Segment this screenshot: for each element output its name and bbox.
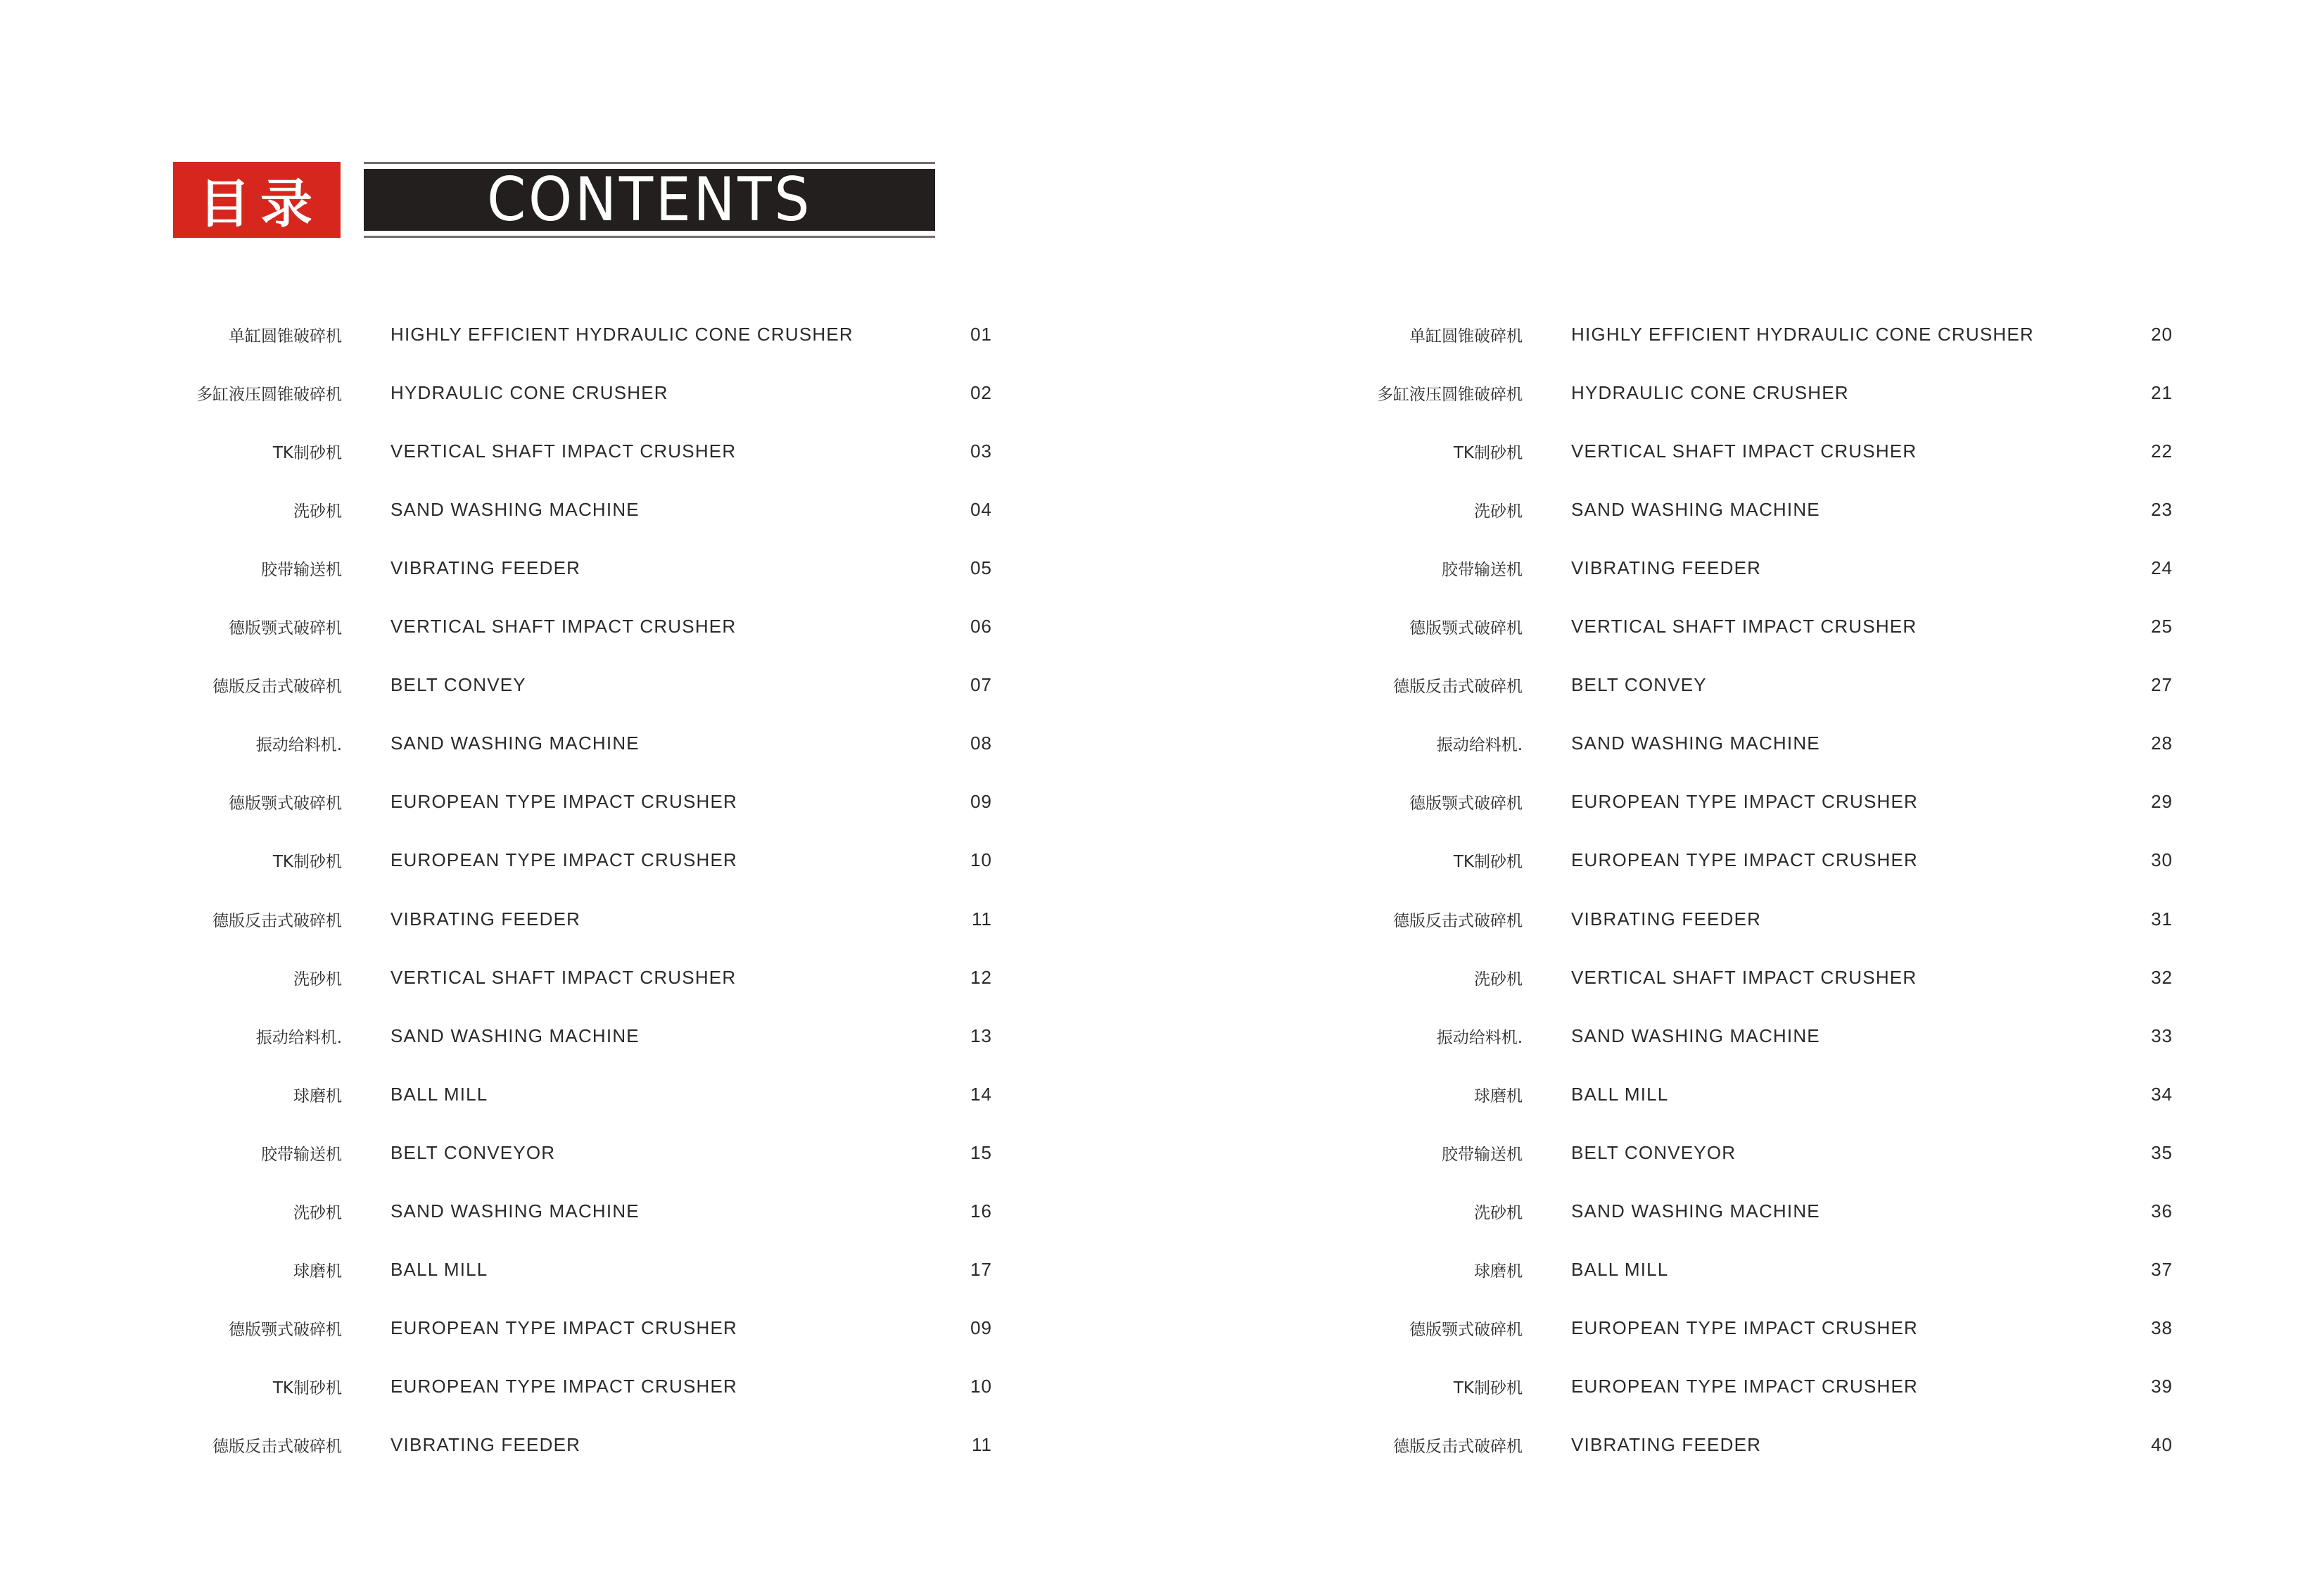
toc-entry-chinese-title: 洗砂机 <box>1474 502 1523 521</box>
toc-entry-chinese-title: 振动给料机. <box>255 1028 342 1047</box>
toc-column-right <box>1314 313 2173 1474</box>
toc-entry[interactable] <box>134 488 992 531</box>
toc-entry[interactable] <box>1314 723 2173 765</box>
toc-entry-page-number: 09 <box>970 791 992 813</box>
toc-entry-page-number: 17 <box>970 1259 992 1281</box>
toc-entry-chinese-title: 德版颚式破碎机 <box>229 794 342 813</box>
toc-entry[interactable] <box>134 1249 992 1291</box>
toc-entry-english-title: SAND WASHING MACHINE <box>390 1025 640 1046</box>
toc-entry-english-title: HIGHLY EFFICIENT HYDRAULIC CONE CRUSHER <box>390 323 853 345</box>
toc-entry-page-number: 25 <box>2151 616 2173 637</box>
toc-entry-page-number: 34 <box>2151 1083 2173 1105</box>
toc-entry[interactable] <box>134 372 992 414</box>
toc-entry-page-number: 01 <box>970 323 992 345</box>
title-top-rule <box>364 162 935 164</box>
toc-entry-chinese-title: 德版反击式破碎机 <box>212 911 342 930</box>
toc-entry-english-title: BELT CONVEYOR <box>390 1141 556 1163</box>
toc-entry-page-number: 10 <box>970 849 992 871</box>
toc-entry-page-number: 02 <box>970 381 992 403</box>
toc-entry[interactable] <box>1314 372 2173 414</box>
toc-entry-chinese-title: 德版颚式破碎机 <box>1409 1321 1523 1340</box>
toc-entry-page-number: 22 <box>2151 440 2173 462</box>
toc-entry-english-title: BALL MILL <box>1571 1083 1669 1105</box>
toc-entry-page-number: 21 <box>2151 381 2173 403</box>
toc-entry[interactable] <box>1314 488 2173 531</box>
toc-entry-english-title: VERTICAL SHAFT IMPACT CRUSHER <box>1571 966 1917 988</box>
toc-entry-page-number: 05 <box>970 557 992 578</box>
toc-entry-page-number: 03 <box>970 440 992 462</box>
toc-entry-chinese-title: 洗砂机 <box>1474 1204 1523 1222</box>
toc-entry-chinese-title: 德版反击式破碎机 <box>212 678 342 697</box>
toc-entry-page-number: 35 <box>2151 1141 2173 1163</box>
toc-entry-page-number: 36 <box>2151 1200 2173 1222</box>
toc-entry-chinese-title: 德版反击式破碎机 <box>1393 678 1523 697</box>
toc-entry-chinese-title: 胶带输送机 <box>1442 560 1523 579</box>
toc-entry-chinese-title: 德版颚式破碎机 <box>229 1321 342 1340</box>
toc-entry-english-title: EUROPEAN TYPE IMPACT CRUSHER <box>1571 1317 1919 1339</box>
toc-entry[interactable] <box>134 723 992 765</box>
toc-entry-english-title: VIBRATING FEEDER <box>390 1434 581 1456</box>
toc-entry-page-number: 28 <box>2151 733 2173 754</box>
toc-entry[interactable] <box>134 313 992 355</box>
toc-entry-page-number: 33 <box>2151 1025 2173 1046</box>
toc-entry-english-title: BELT CONVEY <box>1571 674 1707 696</box>
toc-entry-chinese-title: 球磨机 <box>293 1086 342 1105</box>
toc-entry-english-title: EUROPEAN TYPE IMPACT CRUSHER <box>390 1317 738 1339</box>
toc-entry[interactable] <box>1314 1366 2173 1408</box>
toc-entry-page-number: 30 <box>2151 849 2173 871</box>
toc-entry-chinese-title: 德版反击式破碎机 <box>212 1438 342 1457</box>
title-chinese-block <box>173 162 341 238</box>
toc-entry-chinese-title: 振动给料机. <box>1436 736 1523 755</box>
toc-entry-chinese-title: TK制砂机 <box>1453 1379 1523 1398</box>
toc-entry-page-number: 08 <box>970 733 992 754</box>
toc-entry[interactable] <box>1314 1015 2173 1057</box>
toc-entry-english-title: SAND WASHING MACHINE <box>1571 498 1820 520</box>
toc-entry-chinese-title: 胶带输送机 <box>261 1145 342 1164</box>
toc-entry[interactable] <box>1314 1131 2173 1174</box>
toc-entry-chinese-title: 单缸圆锥破碎机 <box>1409 326 1523 345</box>
toc-entry-chinese-title: 振动给料机. <box>255 736 342 755</box>
title-bottom-rule <box>364 236 935 238</box>
toc-entry[interactable] <box>134 956 992 998</box>
toc-entry[interactable] <box>134 839 992 882</box>
toc-entry[interactable] <box>1314 839 2173 882</box>
toc-entry-chinese-title: TK制砂机 <box>1453 443 1523 462</box>
toc-entry-english-title: VIBRATING FEEDER <box>1571 908 1762 930</box>
toc-entry[interactable] <box>1314 781 2173 823</box>
toc-entry-page-number: 14 <box>970 1083 992 1105</box>
toc-entry-page-number: 31 <box>2151 908 2173 930</box>
toc-entry-english-title: VIBRATING FEEDER <box>1571 557 1762 578</box>
toc-entry-page-number: 11 <box>972 1434 992 1456</box>
toc-entry-chinese-title: 洗砂机 <box>293 1204 342 1222</box>
toc-entry-chinese-title: 球磨机 <box>293 1262 342 1281</box>
toc-entry-chinese-title: TK制砂机 <box>272 443 342 462</box>
toc-entry-page-number: 11 <box>972 908 992 930</box>
toc-entry-english-title: VERTICAL SHAFT IMPACT CRUSHER <box>390 440 737 462</box>
toc-entry[interactable] <box>134 547 992 589</box>
toc-entry-english-title: BALL MILL <box>390 1259 488 1281</box>
toc-entry-english-title: VERTICAL SHAFT IMPACT CRUSHER <box>390 616 737 637</box>
toc-entry-page-number: 06 <box>970 616 992 637</box>
toc-entry[interactable] <box>1314 1424 2173 1466</box>
toc-entry[interactable] <box>134 664 992 706</box>
toc-entry-page-number: 32 <box>2151 966 2173 988</box>
toc-entry-chinese-title: 德版反击式破碎机 <box>1393 1438 1523 1457</box>
toc-entry[interactable] <box>134 781 992 823</box>
toc-entry-english-title: BALL MILL <box>1571 1259 1669 1281</box>
toc-entry-english-title: BELT CONVEY <box>390 674 526 696</box>
toc-entry-page-number: 20 <box>2151 323 2173 345</box>
toc-entry-english-title: HYDRAULIC CONE CRUSHER <box>1571 381 1849 403</box>
toc-entry-chinese-title: 多缸液压圆锥破碎机 <box>196 385 342 404</box>
toc-entry[interactable] <box>1314 664 2173 706</box>
toc-entry[interactable] <box>1314 956 2173 998</box>
toc-entry-english-title: SAND WASHING MACHINE <box>390 498 640 520</box>
toc-entry-english-title: EUROPEAN TYPE IMPACT CRUSHER <box>390 791 738 813</box>
toc-entry[interactable] <box>1314 606 2173 648</box>
toc-entry-english-title: SAND WASHING MACHINE <box>1571 1025 1820 1046</box>
toc-entry-chinese-title: 德版颚式破碎机 <box>229 619 342 638</box>
toc-entry[interactable] <box>134 898 992 940</box>
toc-entry-english-title: EUROPEAN TYPE IMPACT CRUSHER <box>390 849 738 871</box>
toc-entry-page-number: 29 <box>2151 791 2173 813</box>
toc-entry-chinese-title: 洗砂机 <box>293 502 342 521</box>
toc-entry-chinese-title: 洗砂机 <box>1474 970 1523 989</box>
toc-entry-english-title: BELT CONVEYOR <box>1571 1141 1736 1163</box>
toc-entry-page-number: 07 <box>970 674 992 696</box>
toc-entry[interactable] <box>134 430 992 472</box>
title-chinese-text: 目录 <box>198 174 322 234</box>
toc-entry-page-number: 24 <box>2151 557 2173 578</box>
toc-entry[interactable] <box>1314 430 2173 472</box>
toc-entry-chinese-title: 胶带输送机 <box>1442 1145 1523 1164</box>
toc-entry-page-number: 13 <box>970 1025 992 1046</box>
toc-entry-page-number: 37 <box>2151 1259 2173 1281</box>
toc-entry-english-title: SAND WASHING MACHINE <box>1571 1200 1820 1222</box>
toc-entry-chinese-title: TK制砂机 <box>272 853 342 872</box>
toc-entry[interactable] <box>134 606 992 648</box>
toc-entry-page-number: 27 <box>2151 674 2173 696</box>
toc-entry[interactable] <box>1314 1249 2173 1291</box>
toc-entry-chinese-title: 球磨机 <box>1474 1086 1523 1105</box>
toc-entry-english-title: EUROPEAN TYPE IMPACT CRUSHER <box>1571 791 1919 813</box>
toc-entry[interactable] <box>1314 547 2173 589</box>
toc-entry[interactable] <box>134 1424 992 1466</box>
toc-entry-chinese-title: 振动给料机. <box>1436 1028 1523 1047</box>
toc-entry-chinese-title: 德版颚式破碎机 <box>1409 619 1523 638</box>
toc-entry[interactable] <box>134 1307 992 1350</box>
toc-entry-english-title: HIGHLY EFFICIENT HYDRAULIC CONE CRUSHER <box>1571 323 2034 345</box>
toc-entry-english-title: SAND WASHING MACHINE <box>390 733 640 754</box>
toc-entry-english-title: HYDRAULIC CONE CRUSHER <box>390 381 668 403</box>
toc-entry-english-title: VIBRATING FEEDER <box>390 557 581 578</box>
toc-entry-page-number: 10 <box>970 1376 992 1397</box>
toc-entry-english-title: EUROPEAN TYPE IMPACT CRUSHER <box>1571 1376 1919 1397</box>
toc-entry-page-number: 16 <box>970 1200 992 1222</box>
toc-entry-english-title: VERTICAL SHAFT IMPACT CRUSHER <box>1571 616 1917 637</box>
toc-entry[interactable] <box>1314 1073 2173 1115</box>
toc-entry[interactable] <box>1314 1191 2173 1233</box>
toc-entry-english-title: SAND WASHING MACHINE <box>1571 733 1820 754</box>
toc-entry-english-title: BALL MILL <box>390 1083 488 1105</box>
toc-entry[interactable] <box>1314 313 2173 355</box>
toc-entry[interactable] <box>134 1015 992 1057</box>
toc-entry-chinese-title: 单缸圆锥破碎机 <box>229 326 342 345</box>
toc-entry-page-number: 39 <box>2151 1376 2173 1397</box>
toc-entry-chinese-title: 德版反击式破碎机 <box>1393 911 1523 930</box>
toc-entry[interactable] <box>134 1191 992 1233</box>
toc-entry[interactable] <box>134 1131 992 1174</box>
toc-entry-page-number: 04 <box>970 498 992 520</box>
toc-entry-page-number: 40 <box>2151 1434 2173 1456</box>
toc-entry-chinese-title: 球磨机 <box>1474 1262 1523 1281</box>
toc-column-left <box>134 313 992 1474</box>
toc-entry[interactable] <box>134 1073 992 1115</box>
toc-entry-page-number: 12 <box>970 966 992 988</box>
toc-entry-page-number: 09 <box>970 1317 992 1339</box>
toc-entry-chinese-title: TK制砂机 <box>272 1379 342 1398</box>
toc-entry-english-title: EUROPEAN TYPE IMPACT CRUSHER <box>390 1376 738 1397</box>
toc-entry-english-title: VIBRATING FEEDER <box>1571 1434 1762 1456</box>
toc-entry-page-number: 23 <box>2151 498 2173 520</box>
toc-entry-page-number: 15 <box>970 1141 992 1163</box>
toc-entry-chinese-title: 洗砂机 <box>293 970 342 989</box>
toc-entry-chinese-title: TK制砂机 <box>1453 853 1523 872</box>
title-english-text: CONTENTS <box>486 165 813 235</box>
toc-entry-english-title: EUROPEAN TYPE IMPACT CRUSHER <box>1571 849 1919 871</box>
toc-entry-english-title: VIBRATING FEEDER <box>390 908 581 930</box>
toc-entry-english-title: VERTICAL SHAFT IMPACT CRUSHER <box>390 966 737 988</box>
toc-entry[interactable] <box>1314 898 2173 940</box>
toc-entry-chinese-title: 德版颚式破碎机 <box>1409 794 1523 813</box>
toc-entry-english-title: VERTICAL SHAFT IMPACT CRUSHER <box>1571 440 1917 462</box>
toc-entry[interactable] <box>1314 1307 2173 1350</box>
title-english-block <box>364 162 935 238</box>
toc-entry-chinese-title: 胶带输送机 <box>261 560 342 579</box>
title-english-bar <box>364 165 935 235</box>
toc-entry-page-number: 38 <box>2151 1317 2173 1339</box>
toc-entry-english-title: SAND WASHING MACHINE <box>390 1200 640 1222</box>
toc-entry-chinese-title: 多缸液压圆锥破碎机 <box>1377 385 1523 404</box>
toc-entry[interactable] <box>134 1366 992 1408</box>
